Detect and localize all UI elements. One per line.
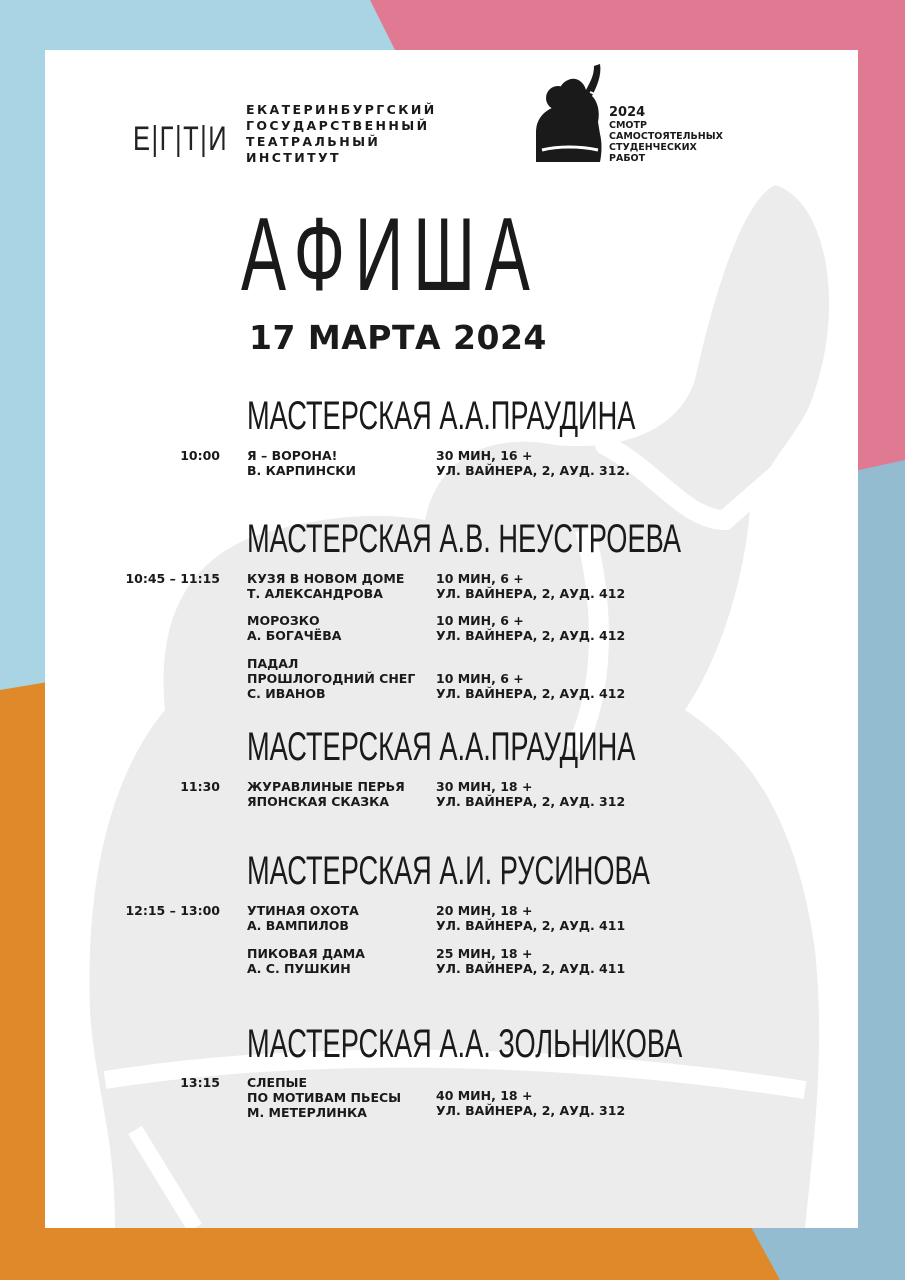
elephant-icon bbox=[528, 62, 610, 166]
play-line: ПО МОТИВАМ ПЬЕСЫ bbox=[247, 1090, 402, 1105]
studio-heading: МАСТЕРСКАЯ А.А.ПРАУДИНА bbox=[247, 725, 636, 769]
play-meta bbox=[436, 1088, 625, 1118]
meta-line: 10 МИН, 6 + bbox=[436, 671, 524, 686]
meta-line: УЛ. ВАЙНЕРА, 2, АУД. 412 bbox=[436, 686, 626, 701]
time-slot: 10:00 bbox=[180, 448, 220, 463]
meta-line: УЛ. ВАЙНЕРА, 2, АУД. 312. bbox=[436, 463, 630, 478]
play-line: А. БОГАЧЁВА bbox=[247, 628, 342, 643]
play-line: КУЗЯ В НОВОМ ДОМЕ bbox=[247, 571, 405, 586]
play-meta bbox=[436, 613, 625, 643]
festival-line: САМОСТОЯТЕЛЬНЫХ bbox=[609, 131, 723, 142]
play-line: СЛЕПЫЕ bbox=[247, 1075, 308, 1090]
studio-heading: МАСТЕРСКАЯ А.А. ЗОЛЬНИКОВА bbox=[247, 1022, 683, 1066]
institute-line: ЕКАТЕРИНБУРГСКИЙ bbox=[246, 102, 437, 117]
meta-line: 10 МИН, 6 + bbox=[436, 613, 524, 628]
play-line: МОРОЗКО bbox=[247, 613, 320, 628]
meta-line: УЛ. ВАЙНЕРА, 2, АУД. 411 bbox=[436, 918, 626, 933]
play-line: ПАДАЛ bbox=[247, 656, 299, 671]
studio-heading: МАСТЕРСКАЯ А.В. НЕУСТРОЕВА bbox=[247, 517, 681, 561]
play-line: М. МЕТЕРЛИНКА bbox=[247, 1105, 367, 1120]
play-title bbox=[247, 571, 404, 601]
meta-line: УЛ. ВАЙНЕРА, 2, АУД. 312 bbox=[436, 1103, 626, 1118]
meta-line: УЛ. ВАЙНЕРА, 2, АУД. 312 bbox=[436, 794, 626, 809]
institute-logo: Е|Г|Т|И bbox=[133, 120, 229, 158]
meta-line: УЛ. ВАЙНЕРА, 2, АУД. 412 bbox=[436, 586, 626, 601]
play-title bbox=[247, 779, 405, 809]
meta-line: 30 МИН, 18 + bbox=[436, 779, 533, 794]
festival-line: СТУДЕНЧЕСКИХ bbox=[609, 142, 697, 153]
play-meta bbox=[436, 671, 625, 701]
festival-line: СМОТР bbox=[609, 120, 647, 131]
play-title bbox=[247, 613, 341, 643]
institute-name bbox=[246, 102, 437, 166]
play-line: ЖУРАВЛИНЫЕ ПЕРЬЯ bbox=[247, 779, 405, 794]
play-line: А. С. ПУШКИН bbox=[247, 961, 351, 976]
play-meta bbox=[436, 571, 625, 601]
meta-line: УЛ. ВАЙНЕРА, 2, АУД. 412 bbox=[436, 628, 626, 643]
festival-line: РАБОТ bbox=[609, 153, 646, 164]
play-meta bbox=[436, 448, 630, 478]
play-line: В. КАРПИНСКИ bbox=[247, 463, 356, 478]
play-line: Т. АЛЕКСАНДРОВА bbox=[247, 586, 383, 601]
meta-line: УЛ. ВАЙНЕРА, 2, АУД. 411 bbox=[436, 961, 626, 976]
festival-label bbox=[609, 105, 723, 164]
play-title bbox=[247, 448, 356, 478]
play-title bbox=[247, 656, 415, 701]
studio-heading: МАСТЕРСКАЯ А.А.ПРАУДИНА bbox=[247, 394, 636, 438]
play-meta bbox=[436, 946, 625, 976]
play-meta bbox=[436, 903, 625, 933]
studio-heading: МАСТЕРСКАЯ А.И. РУСИНОВА bbox=[247, 849, 650, 893]
institute-line: ГОСУДАРСТВЕННЫЙ bbox=[246, 118, 430, 133]
play-meta bbox=[436, 779, 625, 809]
meta-line: 30 МИН, 16 + bbox=[436, 448, 533, 463]
poster-card bbox=[45, 50, 858, 1228]
festival-year: 2024 bbox=[609, 105, 646, 120]
time-slot: 12:15 – 13:00 bbox=[125, 903, 220, 918]
play-line: УТИНАЯ ОХОТА bbox=[247, 903, 359, 918]
institute-line: ИНСТИТУТ bbox=[246, 150, 341, 165]
play-title bbox=[247, 903, 359, 933]
play-line: ПИКОВАЯ ДАМА bbox=[247, 946, 365, 961]
play-line: Я – ВОРОНА! bbox=[247, 448, 338, 463]
play-line: С. ИВАНОВ bbox=[247, 686, 326, 701]
play-line: А. ВАМПИЛОВ bbox=[247, 918, 349, 933]
event-date: 17 МАРТА 2024 bbox=[249, 318, 547, 357]
meta-line: 20 МИН, 18 + bbox=[436, 903, 533, 918]
time-slot: 13:15 bbox=[180, 1075, 220, 1090]
meta-line: 25 МИН, 18 + bbox=[436, 946, 533, 961]
play-title bbox=[247, 946, 365, 976]
meta-line: 40 МИН, 18 + bbox=[436, 1088, 533, 1103]
meta-line: 10 МИН, 6 + bbox=[436, 571, 524, 586]
play-title bbox=[247, 1075, 401, 1120]
play-line: ЯПОНСКАЯ СКАЗКА bbox=[247, 794, 390, 809]
institute-line: ТЕАТРАЛЬНЫЙ bbox=[246, 134, 381, 149]
page-title: АФИША bbox=[241, 197, 540, 313]
time-slot: 11:30 bbox=[180, 779, 220, 794]
time-slot: 10:45 – 11:15 bbox=[125, 571, 220, 586]
play-line: ПРОШЛОГОДНИЙ СНЕГ bbox=[247, 671, 416, 686]
